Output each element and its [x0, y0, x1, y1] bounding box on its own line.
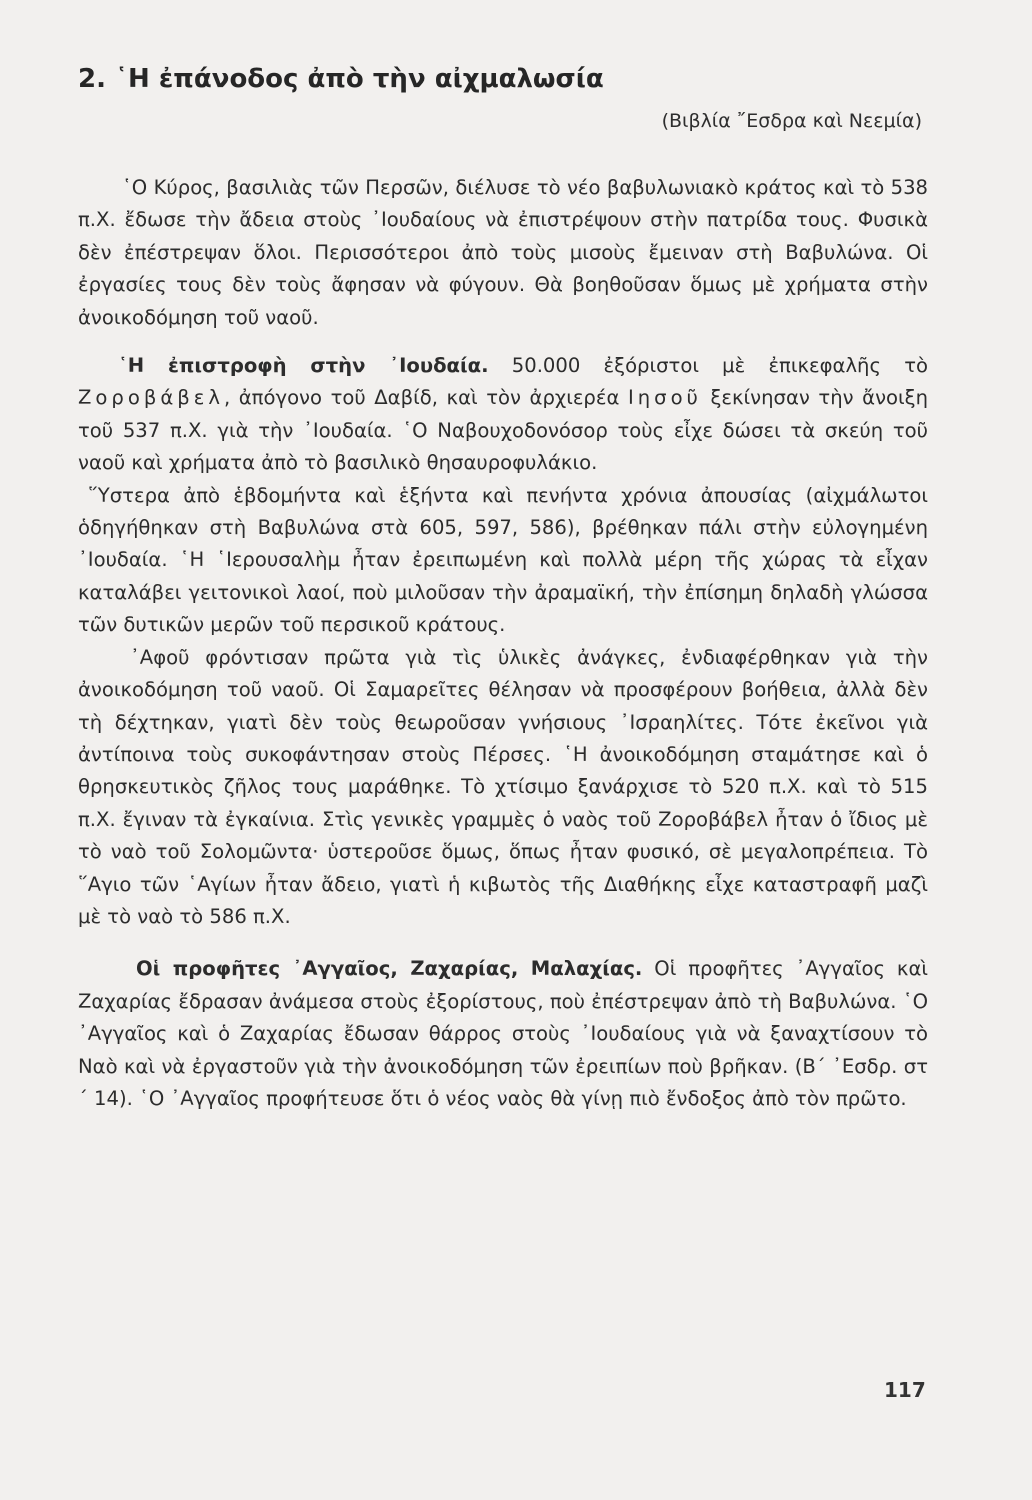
paragraph-return-text-b: , ἀπόγονο τοῦ Δαβίδ, καὶ τὸν ἀρχιερέα — [223, 386, 628, 410]
paragraph-return-text-a: 50.000 ἐξόριστοι μὲ ἐπικεφαλῆς τὸ — [488, 354, 928, 378]
paragraph-return-text-c: ξεκίνησαν τὴν ἄνοιξη τοῦ 537 π.Χ. γιὰ τὴν ᾿Ιουδαία. ῾Ο Ναβουχοδονόσορ τοὺς εἶχε δώσει τὰ σκεύη τοῦ ναοῦ καὶ χρήματα ἀπὸ τὸ βασιλικὸ θησαυροφυλάκιο. — [78, 386, 928, 475]
name-zerubbabel: Ζοροβάβελ — [78, 386, 224, 410]
paragraph-temple: ᾿Αφοῦ φρόντισαν πρῶτα γιὰ τὶς ὑλικὲς ἀνάγκες, ἐνδιαφέρθηκαν γιὰ τὴν ἀνοικοδόμηση τοῦ ναοῦ. Οἱ Σαμαρεῖτες θέλησαν νὰ προσφέρουν βοήθεια, ἀλλὰ δὲν τὴ δέχτηκαν, γιατὶ δὲν τοὺς θεωροῦσαν γνήσιους ᾿Ισραηλίτες. Τότε ἐκεῖνοι γιὰ ἀντίποινα τοὺς συκοφάντησαν στοὺς Πέρσες. ῾Η ἀνοικοδόμηση σταμάτησε καὶ ὁ θρησκευτικὸς ζῆλος τους μαράθηκε. Τὸ χτίσιμο ξανάρχισε τὸ 520 π.Χ. καὶ τὸ 515 π.Χ. ἔγιναν τὰ ἐγκαίνια. Στὶς γενικὲς γραμμὲς ὁ ναὸς τοῦ Ζοροβάβελ ἦταν ὁ ἴδιος μὲ τὸ ναὸ τοῦ Σολομῶντα· ὑστεροῦσε ὅμως, ὅπως ἦταν φυσικό, σὲ μεγαλοπρέπεια. Τὸ ῞Αγιο τῶν ῾Αγίων ἦταν ἄδειο, γιατὶ ἡ κιβωτὸς τῆς Διαθήκης εἶχε καταστραφῆ μαζὶ μὲ τὸ ναὸ τὸ 586 π.Χ. — [78, 645, 928, 928]
page-content — [78, 62, 928, 1115]
paragraph-prophets-heading: Οἱ προφῆτες ᾿Αγγαῖος, Ζαχαρίας, Μαλαχίας. — [136, 957, 643, 981]
paragraph-prophets — [78, 953, 928, 1115]
paragraph-absence: ῞Υστερα ἀπὸ ἑβδομήντα καὶ ἑξήντα καὶ πενήντα χρόνια ἀπουσίας (αἰχμάλωτοι ὁδηγήθηκαν στὴ Βαβυλώνα στὰ 605, 597, 586), βρέθηκαν πάλι στὴν εὐλογημένη ᾿Ιουδαία. ῾Η ῾Ιερουσαλὴμ ἦταν ἐρειπωμένη καὶ πολλὰ μέρη τῆς χώρας τὰ εἶχαν καταλάβει γειτονικοὶ λαοί, ποὺ μιλοῦσαν τὴν ἀραμαϊκή, τὴν ἐπίσημη δηλαδὴ γλώσσα τῶν δυτικῶν μερῶν τοῦ περσικοῦ κράτους. — [78, 483, 928, 637]
paragraph-return — [78, 350, 928, 480]
paragraph-prophets-text: Οἱ προφῆτες ᾿Αγγαῖος καὶ Ζαχαρίας ἔδρασαν ἀνάμεσα στοὺς ἐξορίστους, ποὺ ἐπέστρεψαν ἀπὸ τὴ Βαβυλώνα. ῾Ο ᾿Αγγαῖος καὶ ὁ Ζαχαρίας ἔδωσαν θάρρος στοὺς ᾿Ιουδαίους γιὰ νὰ ξαναχτίσουν τὸ Ναὸ καὶ νὰ ἐργαστοῦν γιὰ τὴν ἀνοικοδόμηση τῶν ἐρειπίων ποὺ βρῆκαν. (Β´ ᾿Εσδρ. στ´ 14). ῾Ο ᾿Αγγαῖος προφήτευσε ὅτι ὁ νέος ναὸς θὰ γίνῃ πιὸ ἔνδοξος ἀπὸ τὸν πρῶτο. — [78, 957, 928, 1110]
name-jesus: Ιησοῦ — [627, 386, 702, 410]
chapter-subtitle: (Βιβλία ῎Εσδρα καὶ Νεεμία) — [661, 110, 922, 132]
paragraph-cyrus: ῾Ο Κύρος, βασιλιὰς τῶν Περσῶν, διέλυσε τὸ νέο βαβυλωνιακὸ κράτος καὶ τὸ 538 π.Χ. ἔδωσε τὴν ἄδεια στοὺς ᾿Ιουδαίους νὰ ἐπιστρέψουν στὴν πατρίδα τους. Φυσικὰ δὲν ἐπέστρεψαν ὅλοι. Περισσότεροι ἀπὸ τοὺς μισοὺς ἔμειναν στὴ Βαβυλώνα. Οἱ ἐργασίες τους δὲν τοὺς ἄφησαν νὰ φύγουν. Θὰ βοηθοῦσαν ὅμως μὲ χρήματα στὴν ἀνοικοδόμηση τοῦ ναοῦ. — [78, 176, 928, 329]
chapter-title: 2. ῾Η ἐπάνοδος ἀπὸ τὴν αἰχμαλωσία — [78, 64, 604, 94]
paragraph-return-heading: ῾Η ἐπιστροφὴ στὴν ᾿Ιουδαία. — [118, 354, 489, 378]
page-number: 117 — [884, 1378, 926, 1402]
